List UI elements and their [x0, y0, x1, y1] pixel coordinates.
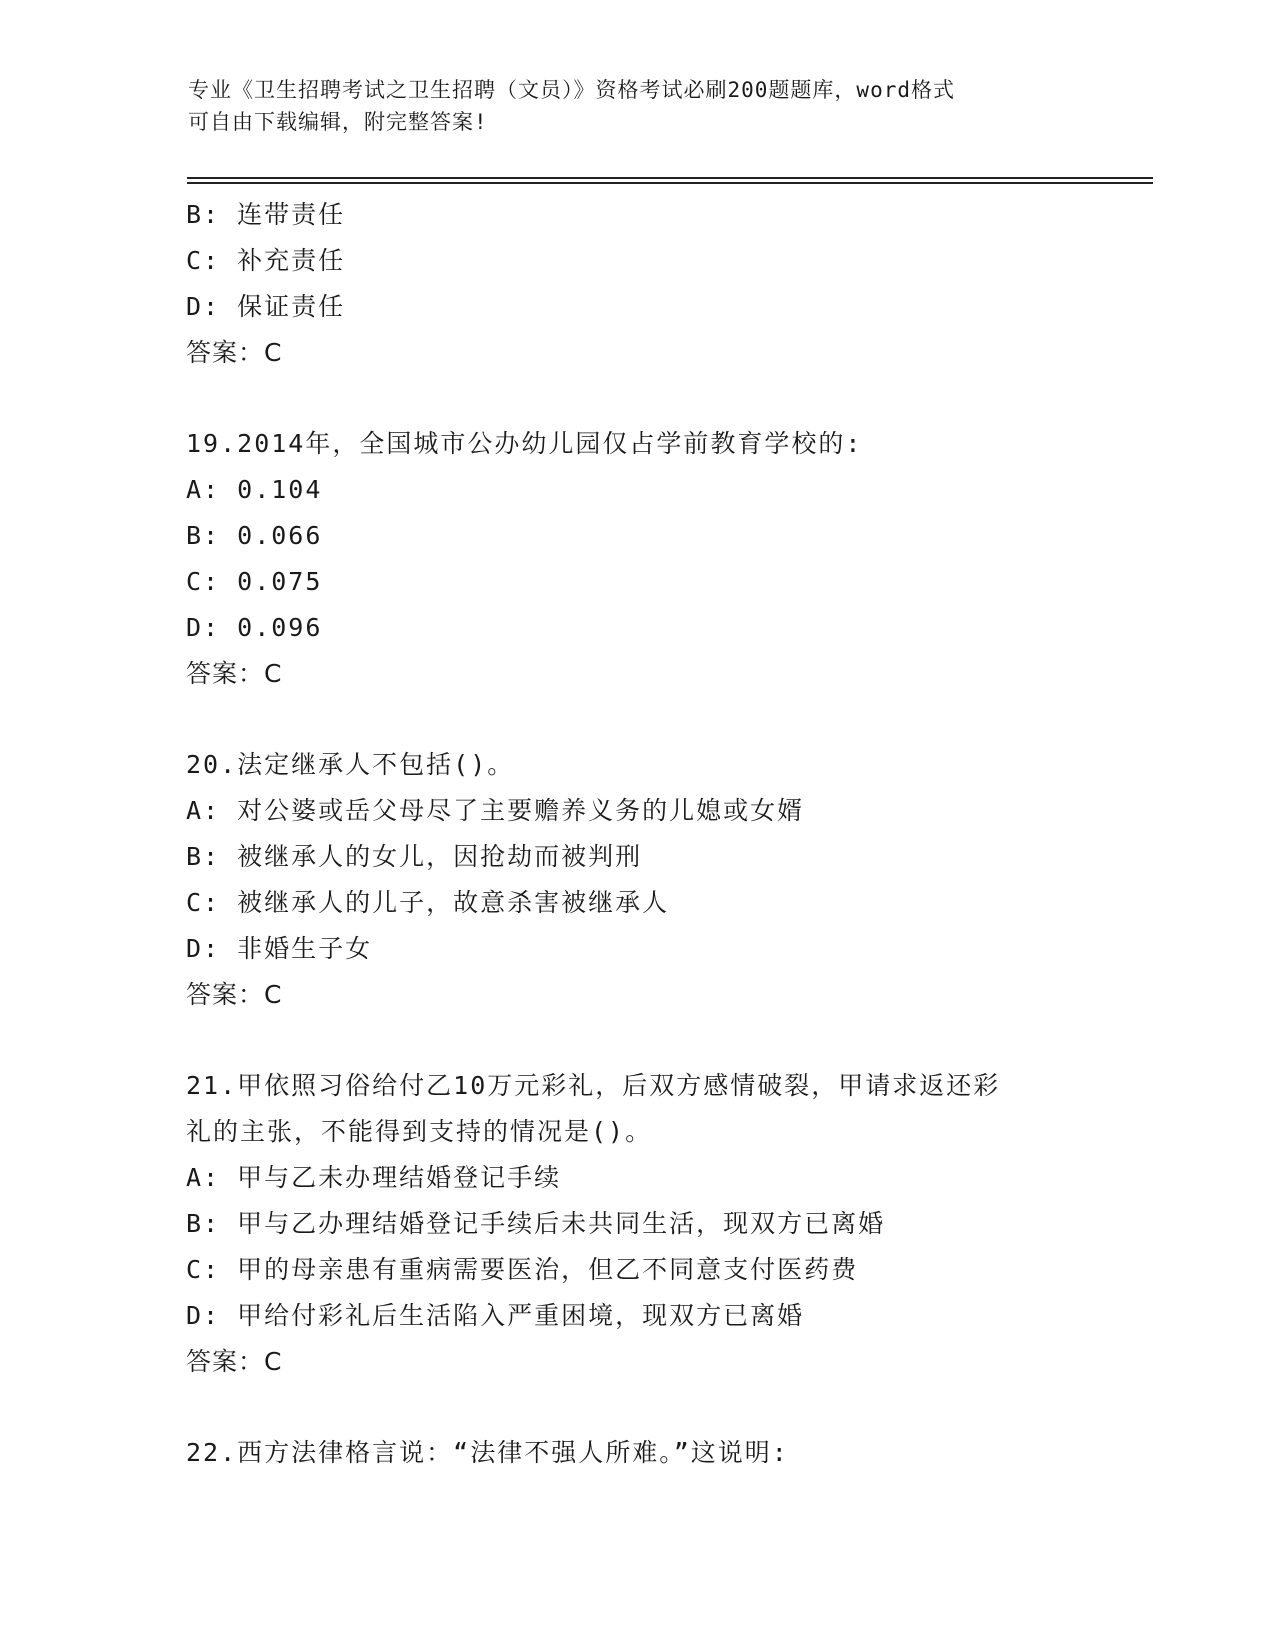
answer-text: 答案：C: [186, 338, 283, 367]
header-title-line-1: 专业《卫生招聘考试之卫生招聘（文员）》资格考试必刷200题题库，word格式: [188, 78, 955, 102]
question-20: [186, 742, 1146, 1018]
question-21: [186, 1063, 1146, 1385]
spacer: [186, 697, 1146, 742]
question-list: [186, 192, 1146, 1476]
option-d: D: 非婚生子女: [186, 934, 373, 963]
answer-text: 答案：C: [186, 659, 283, 688]
question-stem: 19.2014年，全国城市公办幼儿园仅占学前教育学校的:: [186, 429, 863, 458]
question-stem-line-2: 礼的主张，不能得到支持的情况是()。: [186, 1117, 653, 1146]
answer-text: 答案：C: [186, 1347, 283, 1376]
question-stem: 20.法定继承人不包括()。: [186, 750, 515, 779]
option-c: C: 补充责任: [186, 246, 346, 275]
answer-text: 答案：C: [186, 980, 283, 1009]
header-title-line-2: 可自由下载编辑，附完整答案!: [188, 110, 488, 134]
question-22: [186, 1430, 1146, 1476]
document-header: [188, 74, 1068, 138]
option-d: D: 保证责任: [186, 292, 346, 321]
header-rule-bottom: [187, 182, 1153, 184]
option-b: B: 0.066: [186, 521, 323, 550]
spacer: [186, 1018, 1146, 1063]
spacer: [186, 376, 1146, 421]
question-19: [186, 421, 1146, 697]
question-18-tail: [186, 192, 1146, 376]
option-a: A: 对公婆或岳父母尽了主要赡养义务的儿媳或女婿: [186, 796, 805, 825]
option-c: C: 甲的母亲患有重病需要医治，但乙不同意支付医药费: [186, 1255, 859, 1284]
option-b: B: 被继承人的女儿，因抢劫而被判刑: [186, 842, 643, 871]
option-b: B: 连带责任: [186, 200, 346, 229]
option-c: C: 0.075: [186, 567, 323, 596]
header-rule-top: [187, 177, 1153, 179]
option-d: D: 0.096: [186, 613, 323, 642]
question-stem: 22.西方法律格言说：“法律不强人所难。”这说明:: [186, 1438, 789, 1467]
option-c: C: 被继承人的儿子，故意杀害被继承人: [186, 888, 670, 917]
spacer: [186, 1385, 1146, 1430]
option-a: A: 甲与乙未办理结婚登记手续: [186, 1163, 562, 1192]
option-d: D: 甲给付彩礼后生活陷入严重困境，现双方已离婚: [186, 1301, 805, 1330]
option-b: B: 甲与乙办理结婚登记手续后未共同生活，现双方已离婚: [186, 1209, 886, 1238]
option-a: A: 0.104: [186, 475, 323, 504]
question-stem-line-1: 21.甲依照习俗给付乙10万元彩礼，后双方感情破裂，甲请求返还彩: [186, 1071, 1001, 1100]
